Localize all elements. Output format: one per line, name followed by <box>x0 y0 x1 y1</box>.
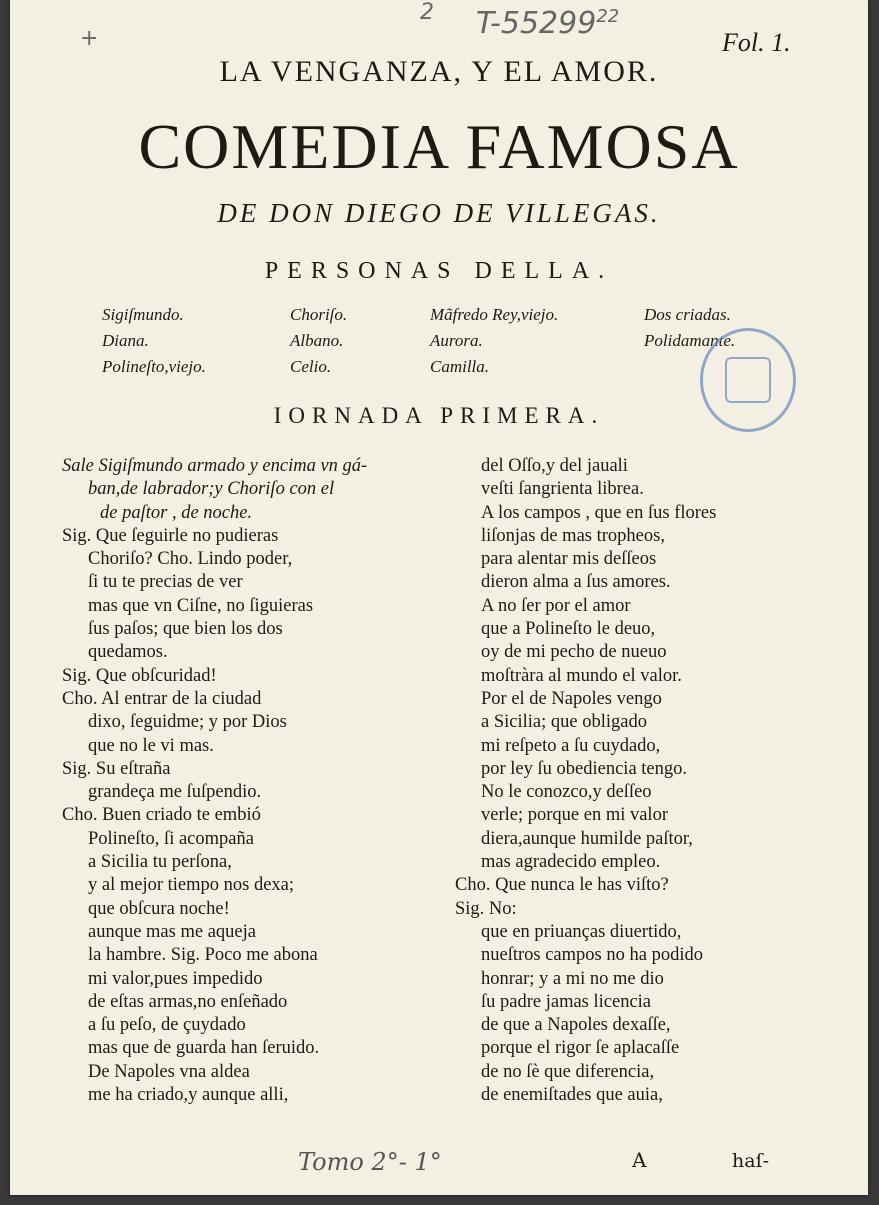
verse-line: mi valor,pues impedido <box>88 968 263 989</box>
verse-line: A no ſer por el amor <box>481 595 631 616</box>
shelfmark-superscript: 22 <box>596 6 620 27</box>
verse-line: honrar; y a mi no me dio <box>481 968 664 989</box>
verse-line: oy de mi pecho de nueuo <box>481 642 667 663</box>
verse-line: Sig. Que ſeguirle no pudieras <box>62 525 279 546</box>
cast-entry: Sigiſmundo. <box>102 305 184 324</box>
verse-line: mi reſpeto a ſu cuydado, <box>481 735 661 756</box>
cast-entry: Dos criadas. <box>644 305 731 324</box>
verse-line: por ley ſu obediencia tengo. <box>481 758 688 779</box>
verse-line: Cho. Al entrar de la ciudad <box>62 688 262 709</box>
handwritten-volume-note: Tomo 2°- 1° <box>298 1148 442 1176</box>
verse-line: nueſtros campos no ha podido <box>481 945 703 966</box>
verse-line: dieron alma a ſus amores. <box>481 572 671 593</box>
verse-line: De Napoles vna aldea <box>88 1061 250 1082</box>
verse-line: ban,de labrador;y Choriſo con el <box>88 479 335 500</box>
verse-line: que obſcura noche! <box>88 898 230 919</box>
verse-line: que en priuanças diuertido, <box>481 921 682 942</box>
cast-entry: Polidamante. <box>644 331 736 350</box>
verse-line: a Sicilia tu perſona, <box>88 852 232 873</box>
cast-entry: Choriſo. <box>290 305 348 324</box>
verse-line: a Sicilia; que obligado <box>481 712 647 733</box>
verse-line: me ha criado,y aunque alli, <box>88 1085 289 1106</box>
verse-line: Sale Sigiſmundo armado y encima vn gá- <box>62 456 368 476</box>
verse-line: y al mejor tiempo nos dexa; <box>88 875 295 896</box>
verse-line: Cho. Buen criado te embió <box>62 805 261 826</box>
verse-line: liſonjas de mas tropheos, <box>481 525 665 546</box>
cast-entry: Albano. <box>290 331 344 350</box>
verse-line: grandeça me ſuſpendio. <box>88 782 262 803</box>
verse-line: Choriſo? Cho. Lindo poder, <box>88 549 293 570</box>
cast-entry: Camilla. <box>430 357 490 376</box>
verse-line: que no le vi mas. <box>88 735 214 756</box>
verse-line: mas que vn Ciſne, no ſiguieras <box>88 595 314 616</box>
stamp-crest-icon <box>725 357 771 403</box>
verse-line: de paſtor , de noche. <box>100 502 253 523</box>
verse-line: A los campos , que en ſus flores <box>481 502 717 523</box>
pencil-cross-mark: + <box>80 26 99 51</box>
cast-entry: Mãfredo Rey,viejo. <box>430 305 559 324</box>
cast-entry: Aurora. <box>430 331 483 350</box>
folio-number: Fol. 1. <box>722 28 791 57</box>
verse-line: Polineſto, ſi acompaña <box>88 828 254 849</box>
verse-line: verle; porque en mi valor <box>481 805 668 826</box>
shelfmark-number: T-55299 <box>476 6 597 41</box>
verse-line: diera,aunque humilde paſtor, <box>481 828 693 849</box>
verse-line: veſti ſangrienta librea. <box>481 479 644 500</box>
verse-line: la hambre. Sig. Poco me abona <box>88 945 318 966</box>
verse-line: dixo, ſeguidme; y por Dios <box>88 712 287 733</box>
shelfmark <box>476 6 619 41</box>
verse-line: ſi tu te precias de ver <box>88 572 243 593</box>
cast-entry: Polineſto,viejo. <box>102 357 206 376</box>
verse-line: quedamos. <box>88 642 168 663</box>
act-heading: IORNADA PRIMERA. <box>273 403 605 428</box>
verse-line: para alentar mis deſſeos <box>481 549 657 570</box>
author-line: DE DON DIEGO DE VILLEGAS. <box>217 198 661 228</box>
text-column-right <box>455 455 716 1107</box>
verse-line: aunque mas me aqueja <box>88 921 256 942</box>
verse-line: mas agradecido empleo. <box>481 852 661 873</box>
verse-line: de no ſè que diferencia, <box>481 1061 655 1082</box>
catchword: haſ- <box>732 1150 770 1172</box>
play-genre: COMEDIA FAMOSA <box>138 111 740 182</box>
cast-entry: Celio. <box>290 357 332 376</box>
play-title: LA VENGANZA, Y EL AMOR. <box>219 55 659 88</box>
book-page <box>10 0 868 1195</box>
verse-line: No le conozco,y deſſeo <box>481 782 652 803</box>
verse-line: moſtràra al mundo el valor. <box>481 665 682 686</box>
pencil-signature-mark: 2 <box>420 0 434 25</box>
verse-line: porque el rigor ſe aplacaſſe <box>481 1038 680 1059</box>
verse-line: mas que de guarda han ſeruido. <box>88 1038 320 1059</box>
verse-line: Cho. Que nunca le has viſto? <box>455 875 669 896</box>
verse-line: Por el de Napoles vengo <box>481 688 662 709</box>
verse-line: Sig. Que obſcuridad! <box>62 665 217 686</box>
verse-line: del Oſſo,y del jauali <box>481 456 628 476</box>
signature-mark: A <box>632 1148 647 1172</box>
verse-line: a ſu peſo, de çuydado <box>88 1015 246 1036</box>
text-column-left <box>62 455 367 1107</box>
verse-line: ſu padre jamas licencia <box>481 991 652 1012</box>
verse-line: ſus paſos; que bien los dos <box>88 619 283 640</box>
verse-line: de que a Napoles dexaſſe, <box>481 1015 671 1036</box>
verse-line: que a Polineſto le deuo, <box>481 619 656 640</box>
verse-line: Sig. Su eſtraña <box>62 758 171 779</box>
verse-line: de enemiſtades que auia, <box>481 1085 663 1106</box>
verse-line: de eſtas armas,no enſeñado <box>88 991 288 1012</box>
verse-line: Sig. No: <box>455 898 517 919</box>
cast-entry: Diana. <box>102 331 149 350</box>
dramatis-personae-heading: PERSONAS DELLA. <box>264 258 614 284</box>
